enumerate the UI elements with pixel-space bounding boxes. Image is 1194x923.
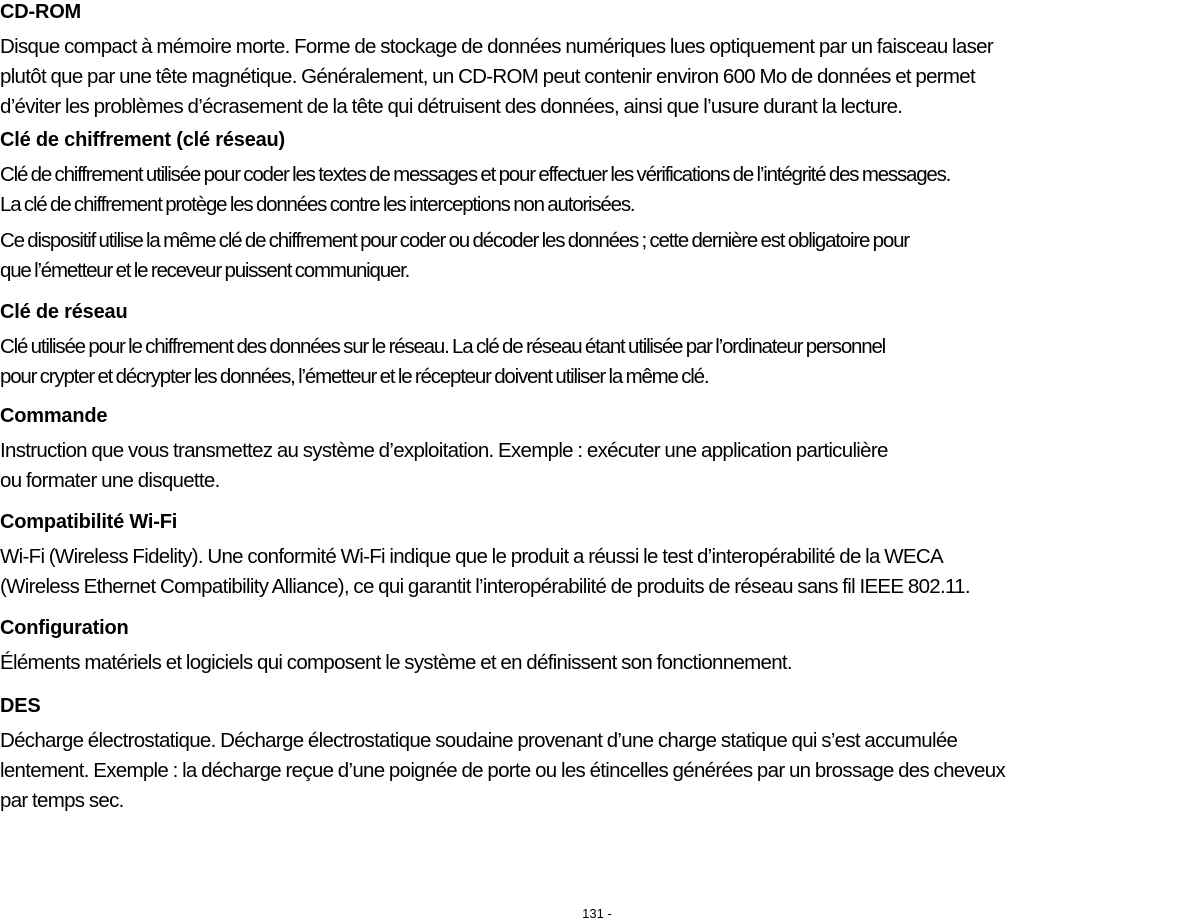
definition-line: (Wireless Ethernet Compatibility Alliance), ce qui garantit l’interopérabilité de produits de réseau sans fil IEEE 802.11. [0,575,970,598]
definition-line: Disque compact à mémoire morte. Forme de stockage de données numériques lues optiquement par un faisceau laser [0,35,993,58]
glossary-definition [0,332,885,392]
definition-line: La clé de chiffrement protège les données contre les interceptions non autorisées. [0,193,635,216]
definition-line: plutôt que par une tête magnétique. Généralement, un CD-ROM peut contenir environ 600 Mo de données et permet [0,65,976,88]
glossary-term: Compatibilité Wi-Fi [0,511,178,533]
glossary-term: Configuration [0,617,129,639]
page-number: 131 - [582,906,612,921]
glossary-term: DES [0,695,41,717]
glossary-term: Clé de chiffrement (clé réseau) [0,129,286,151]
definition-line: par temps sec. [0,789,124,812]
glossary-entry [0,128,950,292]
glossary-entry [0,0,993,128]
definition-line: Instruction que vous transmettez au système d’exploitation. Exemple : exécuter une application particulière [0,439,888,462]
glossary-definition [0,542,970,602]
definition-line: Clé utilisée pour le chiffrement des données sur le réseau. La clé de réseau étant utilisée par l’ordinateur personnel [0,335,886,358]
glossary-entry [0,300,885,398]
definition-line: Éléments matériels et logiciels qui composent le système et en définissent son fonctionnement. [0,651,792,674]
glossary-entry [0,404,888,502]
glossary-definition [0,436,888,496]
glossary-term: CD-ROM [0,1,82,23]
definition-line: Wi-Fi (Wireless Fidelity). Une conformité Wi-Fi indique que le produit a réussi le test d’interopérabilité de la WECA [0,545,943,568]
glossary-definition [0,32,993,122]
definition-line: Ce dispositif utilise la même clé de chiffrement pour coder ou décoder les données ; cette dernière est obligatoire pour [0,229,909,252]
definition-line: ou formater une disquette. [0,469,220,492]
definition-line: d’éviter les problèmes d’écrasement de la tête qui détruisent des données, ainsi que l’usure durant la lecture. [0,95,903,118]
definition-line: pour crypter et décrypter les données, l’émetteur et le récepteur doivent utiliser la même clé. [0,365,709,388]
glossary-definition [0,160,950,220]
glossary-definition [0,226,950,286]
glossary-entry [0,510,970,608]
definition-line: lentement. Exemple : la décharge reçue d’une poignée de porte ou les étincelles générées par un brossage des cheveux [0,759,1005,782]
definition-line: Clé de chiffrement utilisée pour coder les textes de messages et pour effectuer les vérifications de l’intégrité des messages. [0,163,951,186]
glossary-term: Clé de réseau [0,301,128,323]
definition-line: que l’émetteur et le receveur puissent communiquer. [0,259,410,282]
definition-line: Décharge électrostatique. Décharge électrostatique soudaine provenant d’une charge statique qui s’est accumulée [0,729,958,752]
glossary-entry [0,616,792,684]
glossary-definition [0,726,1005,816]
glossary-entry [0,694,1005,822]
glossary-definition [0,648,792,678]
glossary-term: Commande [0,405,108,427]
